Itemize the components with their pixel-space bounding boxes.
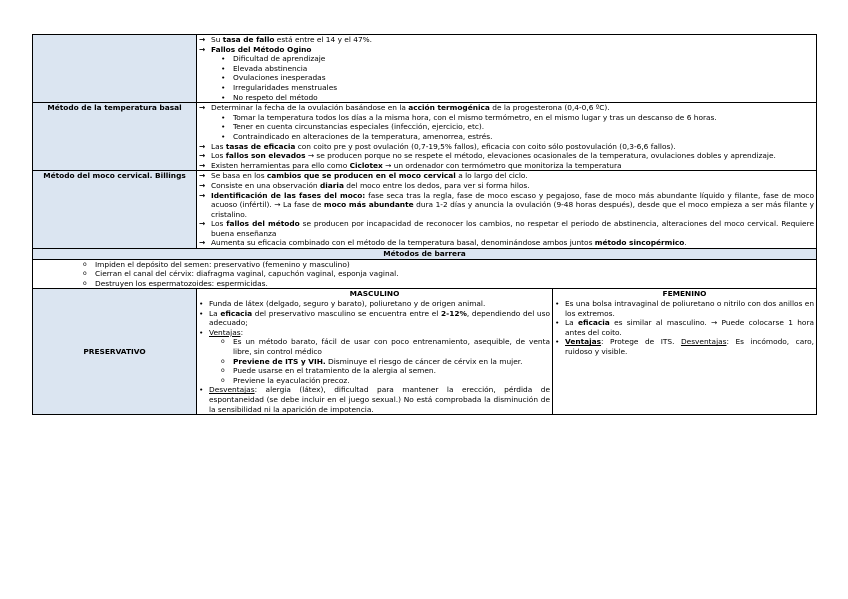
temp-bullet: • Contraindicado en alteraciones de la temperatura, amenorrea, estrés. (211, 132, 814, 142)
male-point: • Funda de látex (delgado, seguro y barato), poliuretano y de origen animal. (199, 299, 550, 309)
barrier-intro-row (33, 259, 817, 289)
male-title: MASCULINO (349, 289, 400, 299)
mucus-row (33, 171, 817, 249)
temp-bullet: • Tener en cuenta circunstancias especiales (infección, ejercicio, etc). (211, 122, 814, 132)
ogino-failures-title: → Fallos del Método Ogino • Dificultad de aprendizaje • Elevada abstinencia • Ovulaciones inesperadas • Irregularidades menstruales • No respeto del método (199, 45, 814, 103)
ogino-failure-item: • Elevada abstinencia (211, 64, 814, 74)
ogino-label-cell (33, 35, 197, 103)
temperature-row (33, 103, 817, 171)
mucus-point: → Identificación de las fases del moco: fase seca tras la regla, fase de moco escaso y pegajoso, fase de moco más abundante líquido y filante, fase de moco acuoso (infértil). → La fase de moco más abundante dura 1-2 días y anuncia la ovulación (9-48 horas después), desde que el moco empieza a ser más filante y cristalino. (199, 191, 814, 220)
barrier-item: o Impiden el depósito del semen: preservativo (femenino y masculino) (35, 260, 814, 270)
barrier-title: Métodos de barrera (33, 249, 817, 260)
female-point: • Es una bolsa intravaginal de poliuretano o nitrilo con dos anillos en los extremos. (555, 299, 814, 318)
barrier-item: o Cierran el canal del cérvix: diafragma vaginal, capuchón vaginal, esponja vaginal. (35, 269, 814, 279)
male-advantage-item: o Previene la eyaculación precoz. (209, 376, 550, 386)
female-point: • Ventajas: Protege de ITS. Desventajas: Es incómodo, caro, ruidoso y visible. (555, 337, 814, 356)
barrier-intro (33, 259, 817, 289)
barrier-item: o Destruyen los espermatozoides: espermicidas. (35, 279, 814, 289)
ogino-fail-rate: → Su tasa de fallo está entre el 14 y el 47%. (199, 35, 814, 45)
female-point: • La eficacia es similar al masculino. → Puede colocarse 1 hora antes del coito. (555, 318, 814, 337)
mucus-label: Método del moco cervical. Billings (33, 171, 197, 249)
male-condom-cell (197, 289, 553, 415)
barrier-header-row (33, 249, 817, 260)
ogino-row (33, 35, 817, 103)
male-advantage-item: o Puede usarse en el tratamiento de la alergia al semen. (209, 366, 550, 376)
male-advantages: • Ventajas: o Es un método barato, fácil de usar con poco entrenamiento, asequible, de venta libre, sin control médico o Previene de ITS y VIH. Disminuye el riesgo de cáncer de cérvix en la mujer. o Puede usarse en el tratamiento de la alergia al semen. o Previene la eyaculación precoz. (199, 328, 550, 386)
ogino-failure-item: • Ovulaciones inesperadas (211, 73, 814, 83)
male-disadvantages: • Desventajas: alergia (látex), dificultad para mantener la erección, pérdida de espontaneidad (se debe incluir en el juego sexual.) No está comprobada la disminución de la sensibilidad ni la aparición de impotencia. (199, 385, 550, 414)
condom-label: PRESERVATIVO (33, 289, 197, 415)
temperature-content (197, 103, 817, 171)
temp-point: → Las tasas de eficacia con coito pre y post ovulación (0,7-19,5% fallos), eficacia con coito sólo postovulación (0,3-6,6 fallos). (199, 142, 814, 152)
temp-point: → Determinar la fecha de la ovulación basándose en la acción termogénica de la progesterona (0,4-0,6 ºC). • Tomar la temperatura todos los días a la misma hora, con el mismo termómetro, en el mismo lugar y tras un descanso de 6 horas. • Tener en cuenta circunstancias especiales (infección, ejercicio, etc). • Contraindicado en alteraciones de la temperatura, amenorrea, estrés. (199, 103, 814, 141)
temp-point: → Los fallos son elevados → se producen porque no se respete el método, elevaciones ocasionales de la temperatura, ovulaciones dobles y aprendizaje. (199, 151, 814, 161)
male-point: • La eficacia del preservativo masculino se encuentra entre el 2-12%, dependiendo del uso adecuado; (199, 309, 550, 328)
mucus-point: → Aumenta su eficacia combinado con el método de la temperatura basal, denominándose ambos juntos método sincopérmico. (199, 238, 814, 248)
male-advantage-item: o Previene de ITS y VIH. Disminuye el riesgo de cáncer de cérvix en la mujer. (209, 357, 550, 367)
female-condom-cell (553, 289, 817, 415)
temp-bullet: • Tomar la temperatura todos los días a la misma hora, con el mismo termómetro, en el mismo lugar y tras un descanso de 6 horas. (211, 113, 814, 123)
mucus-content (197, 171, 817, 249)
mucus-point: → Se basa en los cambios que se producen en el moco cervical a lo largo del ciclo. (199, 171, 814, 181)
female-title: FEMENINO (662, 289, 707, 299)
mucus-point: → Consiste en una observación diaria del moco entre los dedos, para ver si forma hilos. (199, 181, 814, 191)
temperature-label: Método de la temperatura basal (33, 103, 197, 171)
mucus-point: → Los fallos del método se producen por incapacidad de reconocer los cambios, no respetar el periodo de abstinencia, alteraciones del moco cervical. Requiere buena enseñanza (199, 219, 814, 238)
contraceptive-methods-table (32, 34, 817, 415)
ogino-failure-item: • No respeto del método (211, 93, 814, 103)
condom-row (33, 289, 817, 415)
document-page (32, 34, 816, 415)
ogino-failure-item: • Irregularidades menstruales (211, 83, 814, 93)
temp-point: → Existen herramientas para ello como Ciclotex → un ordenador con termómetro que monitoriza la temperatura (199, 161, 814, 171)
male-advantage-item: o Es un método barato, fácil de usar con poco entrenamiento, asequible, de venta libre, sin control médico (209, 337, 550, 356)
ogino-content-cell (197, 35, 817, 103)
ogino-failure-item: • Dificultad de aprendizaje (211, 54, 814, 64)
